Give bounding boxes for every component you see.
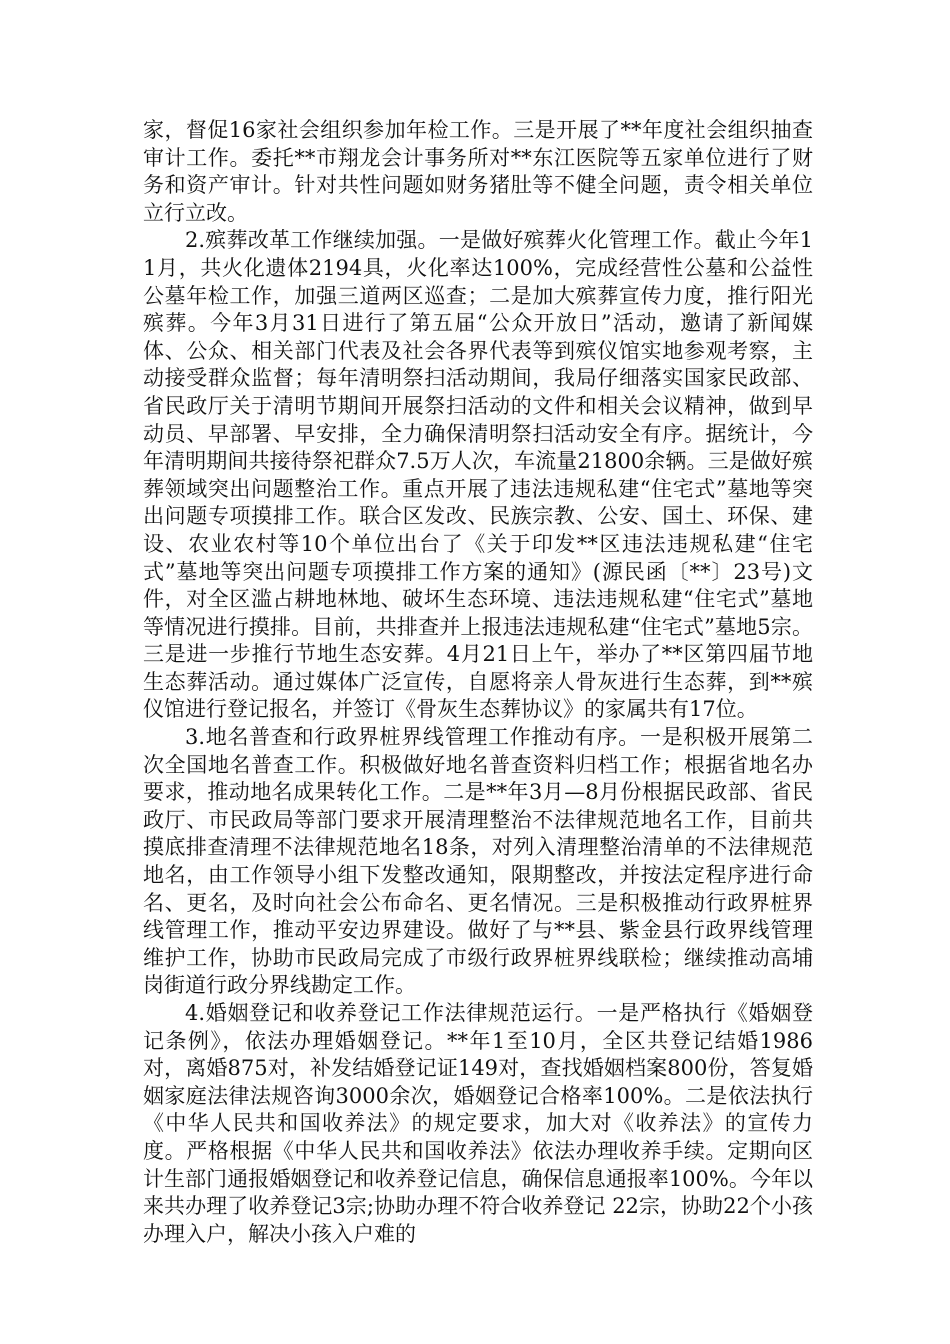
paragraph-social-org-audit: 家，督促16家社会组织参加年检工作。三是开展了**年度社会组织抽查审计工作。委托**市翔龙会计事务所对**东江医院等五家单位进行了财务和资产审计。针对共性问题如财务猪肚等不健全问题，责令相关单位立行立改。: [143, 118, 813, 225]
paragraph-marriage-adoption: 4.婚姻登记和收养登记工作法律规范运行。一是严格执行《婚姻登记条例》，依法办理婚姻登记。**年1至10月，全区共登记结婚1986对，离婚875对，补发结婚登记证149对，查找婚姻档案800份，答复婚姻家庭法律法规咨询3000余次，婚姻登记合格率100%。二是依法执行《中华人民共和国收养法》的规定要求，加大对《收养法》的宣传力度。严格根据《中华人民共和国收养法》依法办理收养手续。定期向区计生部门通报婚姻登记和收养登记信息，确保信息通报率100%。今年以来共办理了收养登记3宗;协助办理不符合收养登记 22宗，协助22个小孩办理入户，解决小孩入户难的: [143, 1001, 813, 1246]
document-page: [143, 117, 813, 1248]
paragraph-funeral-reform: 2.殡葬改革工作继续加强。一是做好殡葬火化管理工作。截止今年11月，共火化遗体2194具，火化率达100%，完成经营性公墓和公益性公墓年检工作，加强三道两区巡查；二是加大殡葬宣传力度，推行阳光殡葬。今年3月31日进行了第五届“公众开放日”活动，邀请了新闻媒体、公众、相关部门代表及社会各界代表等到殡仪馆实地参观考察，主动接受群众监督；每年清明祭扫活动期间，我局仔细落实国家民政部、省民政厅关于清明节期间开展祭扫活动的文件和相关会议精神，做到早动员、早部署、早安排，全力确保清明祭扫活动安全有序。据统计，今年清明期间共接待祭祀群众7.5万人次，车流量21800余辆。三是做好殡葬领域突出问题整治工作。重点开展了违法违规私建“住宅式”墓地等突出问题专项摸排工作。联合区发改、民族宗教、公安、国土、环保、建设、农业农村等10个单位出台了《关于印发**区违法违规私建“住宅式”墓地等突出问题专项摸排工作方案的通知》(源民函〔**〕23号)文件，对全区滥占耕地林地、破坏生态环境、违法违规私建“住宅式”墓地等情况进行摸排。目前，共排查并上报违法违规私建“住宅式”墓地5宗。三是进一步推行节地生态安葬。4月21日上午，举办了**区第四届节地生态葬活动。通过媒体广泛宣传，自愿将亲人骨灰进行生态葬，到**殡仪馆进行登记报名，并签订《骨灰生态葬协议》的家属共有17位。: [143, 228, 813, 722]
paragraph-place-names: 3.地名普查和行政界桩界线管理工作推动有序。一是积极开展第二次全国地名普查工作。积极做好地名普查资料归档工作；根据省地名办要求，推动地名成果转化工作。二是**年3月—8月份根据民政部、省民政厅、市民政局等部门要求开展清理整治不法律规范地名工作，目前共摸底排查清理不法律规范地名18条，对列入清理整治清单的不法律规范地名，由工作领导小组下发整改通知，限期整改，并按法定程序进行命名、更名，及时向社会公布命名、更名情况。三是积极推动行政界桩界线管理工作，推动平安边界建设。做好了与**县、紫金县行政界线管理维护工作，协助市民政局完成了市级行政界桩界线联检；继续推动高埔岗街道行政分界线勘定工作。: [143, 725, 813, 998]
